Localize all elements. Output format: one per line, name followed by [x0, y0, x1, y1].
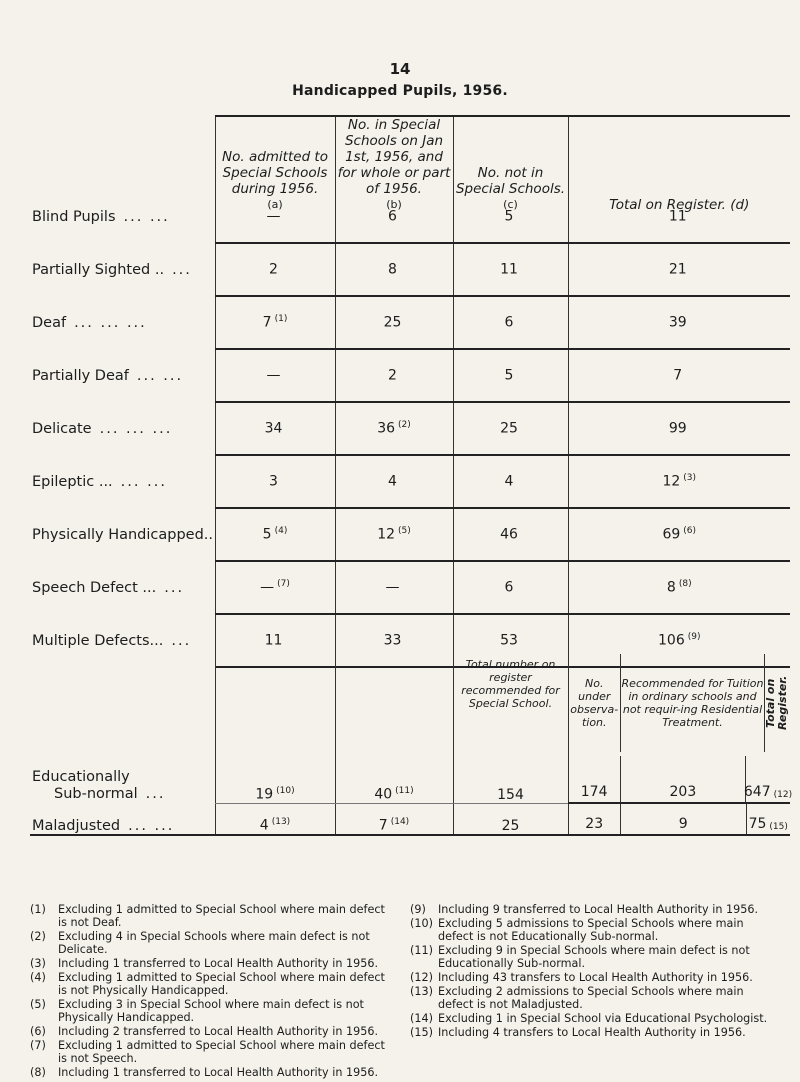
table-row: Speech Defect ... ... — $^{(7)}$ — 6 8 $^{(8)}$: [30, 561, 790, 614]
cell-c: 6: [504, 579, 514, 596]
row-label: Epileptic ...: [32, 473, 113, 490]
footnote-number: (10): [410, 917, 433, 930]
footnote-number: (3): [30, 957, 46, 970]
footnote: [30, 957, 410, 970]
page-number: 14: [389, 60, 411, 78]
subheader-total-register: Total on Register.: [764, 675, 789, 731]
footnote-text: Excluding 1 admitted to Special School where main defect is not Physically Handicapped.: [58, 971, 385, 997]
mal-d2: 9: [620, 804, 746, 834]
cell-a-note: (4): [274, 526, 288, 537]
footnote: [30, 971, 410, 997]
footnote: [30, 930, 410, 956]
header-a: No. admitted to Special Schools during 1956. (a): [215, 116, 335, 213]
footnote: [30, 1039, 410, 1065]
footnote-text: Including 1 transferred to Local Health Authority in 1956.: [58, 1066, 379, 1079]
edu-d2: 203: [620, 756, 745, 802]
edu-c: 154: [497, 786, 524, 803]
page-title: Handicapped Pupils, 1956.: [292, 83, 508, 99]
row-label: Physically Handicapped..: [32, 526, 214, 543]
footnote: [410, 971, 790, 984]
cell-a: —: [266, 208, 281, 225]
sub-header-row: [30, 650, 790, 756]
footnote-number: (2): [30, 930, 46, 943]
footnote-text: Excluding 1 admitted to Special School where main defect is not Deaf.: [58, 903, 385, 929]
footnote-number: (12): [410, 971, 433, 984]
header-d: Total on Register. (d): [568, 116, 790, 213]
footnote: [410, 1012, 790, 1025]
footnote-number: (8): [30, 1066, 46, 1079]
row-educationally-subnormal: Educationally Sub-normal ... 19 $^{(10)}$ 40 $^{(11)}$ 154 174 203 647 $_{(12)}$: [30, 756, 790, 803]
cell-a: 11: [264, 632, 283, 649]
footnote-number: (13): [410, 985, 433, 998]
cell-c: 53: [500, 632, 518, 649]
cell-d: 12: [662, 473, 681, 490]
footnote: [410, 903, 790, 916]
row-maladjusted: Maladjusted ... ... 4 $^{(13)}$ 7 $^{(14)}$ 25 23 9 75 $_{(15)}$: [30, 803, 790, 835]
footnote-text: Excluding 9 in Special Schools where main defect is not Educationally Sub-normal.: [438, 944, 750, 970]
cell-d-note: (6): [683, 526, 697, 537]
footnote-text: Excluding 4 in Special Schools where main defect is not Delicate.: [58, 930, 370, 956]
footnote-number: (11): [410, 944, 433, 957]
cell-b: 6: [388, 208, 397, 225]
header-b: No. in Special Schools on Jan 1st, 1956, and for whole or part of 1956. (b): [335, 116, 453, 213]
footnote: [30, 1066, 410, 1079]
cell-d: 99: [668, 420, 687, 437]
table-row: Deaf ... ... ... 7 $^{(1)}$ 25 6 39: [30, 296, 790, 349]
footnote-text: Including 9 transferred to Local Health Authority in 1956.: [438, 903, 759, 916]
edu-maladjusted-table: [30, 650, 793, 836]
cell-a: 5: [262, 526, 272, 543]
footnote-text: Excluding 2 admissions to Special Schools where main defect is not Maladjusted.: [438, 985, 744, 1011]
cell-c: 5: [504, 208, 514, 225]
table-row: Epileptic ... ... ... 3 4 4 12 $^{(3)}$: [30, 455, 790, 508]
edu-d1: 174: [580, 784, 608, 800]
footnote: [410, 1026, 790, 1039]
cell-d: 69: [662, 526, 681, 543]
cell-a: 2: [269, 261, 278, 278]
table-row: Multiple Defects... ... 11 33 53 106 $^{(9)}$: [30, 614, 790, 667]
cell-c: 25: [500, 420, 518, 437]
footnote-number: (6): [30, 1025, 46, 1038]
cell-a-note: (1): [274, 314, 288, 325]
cell-b: 8: [388, 261, 397, 278]
subheader-under-observation: No. under observa-tion.: [570, 677, 619, 729]
footnote: [30, 903, 410, 929]
mal-label: Maladjusted: [32, 818, 121, 834]
footnote-text: Excluding 1 in Special School via Educational Psychologist.: [438, 1012, 768, 1025]
edu-a: 19: [255, 786, 274, 803]
mal-b: 7: [378, 818, 388, 834]
cell-d: 106: [658, 632, 685, 649]
footnote: [410, 985, 790, 1011]
edu-label-1: Educationally: [32, 769, 130, 785]
cell-b: 12: [377, 526, 396, 543]
cell-d: 11: [668, 208, 687, 225]
table-row: Delicate ... ... ... 34 36 $^{(2)}$ 25 99: [30, 402, 790, 455]
mal-d3: 75: [748, 816, 767, 832]
footnote: [30, 1025, 410, 1038]
row-label: Delicate: [32, 420, 92, 437]
table-row: Partially Deaf ... ... — 2 5 7: [30, 349, 790, 402]
cell-b-note: (2): [398, 420, 411, 431]
table-row: Partially Sighted .. ... 2 8 11 21: [30, 243, 790, 296]
cell-c: 5: [504, 367, 514, 384]
footnotes-right: [410, 903, 790, 1080]
row-label: Partially Deaf: [32, 367, 129, 384]
row-label: Partially Sighted ..: [32, 261, 165, 278]
cell-b: 2: [388, 367, 397, 384]
row-label: Deaf: [32, 314, 67, 331]
footnote-text: Excluding 3 in Special School where main defect is not Physically Handicapped.: [58, 998, 364, 1024]
cell-d: 21: [668, 261, 687, 278]
footnotes: [30, 903, 790, 1080]
cell-a-note: (7): [277, 579, 290, 590]
footnotes-left: [30, 903, 410, 1080]
cell-b: 4: [388, 473, 397, 490]
footnote-text: Excluding 5 admissions to Special Schools where main defect is not Educationally Sub-normal.: [438, 917, 744, 943]
footnote: [410, 917, 790, 943]
footnote: [30, 998, 410, 1024]
cell-d-note: (9): [687, 632, 701, 643]
cell-b: 33: [383, 632, 402, 649]
cell-b: —: [385, 579, 400, 596]
footnote-text: Including 1 transferred to Local Health Authority in 1956.: [58, 957, 379, 970]
mal-c: 25: [501, 818, 520, 834]
footnote-number: (15): [410, 1026, 433, 1039]
cell-d: 7: [673, 367, 683, 384]
cell-d: 8: [666, 579, 676, 596]
subheader-total-recommended: Total number on register recommended for Special School.: [461, 658, 560, 710]
edu-d3: 647: [743, 784, 771, 800]
mal-a: 4: [259, 818, 269, 834]
cell-a: 3: [269, 473, 278, 490]
footnote-number: (1): [30, 903, 46, 916]
cell-b-note: (5): [398, 526, 411, 537]
footnote-number: (4): [30, 971, 46, 984]
cell-b: 25: [383, 314, 402, 331]
footnote-number: (7): [30, 1039, 46, 1052]
row-label: Blind Pupils: [32, 209, 116, 225]
footnote-text: Excluding 1 admitted to Special School where main defect is not Speech.: [58, 1039, 385, 1065]
cell-c: 11: [500, 261, 518, 278]
footnote-number: (14): [410, 1012, 433, 1025]
cell-d-note: (3): [683, 473, 697, 484]
cell-c: 6: [504, 314, 514, 331]
cell-c: 46: [500, 526, 518, 543]
cell-d-note: (8): [678, 579, 692, 590]
header-c: No. not in Special Schools. (c): [453, 116, 568, 213]
cell-a: 34: [264, 420, 283, 437]
cell-c: 4: [504, 473, 514, 490]
cell-b: 36: [377, 420, 396, 437]
table-row: Blind Pupils ... ... — 6 5 11: [30, 191, 790, 243]
table-row: [30, 508, 790, 561]
footnote-text: Including 2 transferred to Local Health Authority in 1956.: [58, 1025, 379, 1038]
mal-d1: 23: [585, 816, 604, 832]
footnote-number: (5): [30, 998, 46, 1011]
footnote: [410, 944, 790, 970]
footnote-text: Including 43 transfers to Local Health Authority in 1956.: [438, 971, 753, 984]
cell-d: 39: [668, 314, 687, 331]
cell-a: —: [260, 579, 275, 596]
footnote-text: Including 4 transfers to Local Health Authority in 1956.: [438, 1026, 746, 1039]
row-label: Speech Defect ...: [32, 579, 157, 596]
footnote-number: (9): [410, 903, 426, 916]
edu-b: 40: [374, 786, 393, 803]
edu-label-2: Sub-normal: [54, 786, 138, 802]
handicap-rows: [30, 191, 790, 668]
row-label: Multiple Defects...: [32, 632, 164, 649]
cell-a: 7: [262, 314, 272, 331]
sub-header-d: [569, 654, 791, 752]
cell-a: —: [266, 367, 281, 384]
subheader-recommended-tuition: Recommended for Tuition in ordinary schools and not requir-ing Residential Treatment.: [621, 654, 765, 752]
